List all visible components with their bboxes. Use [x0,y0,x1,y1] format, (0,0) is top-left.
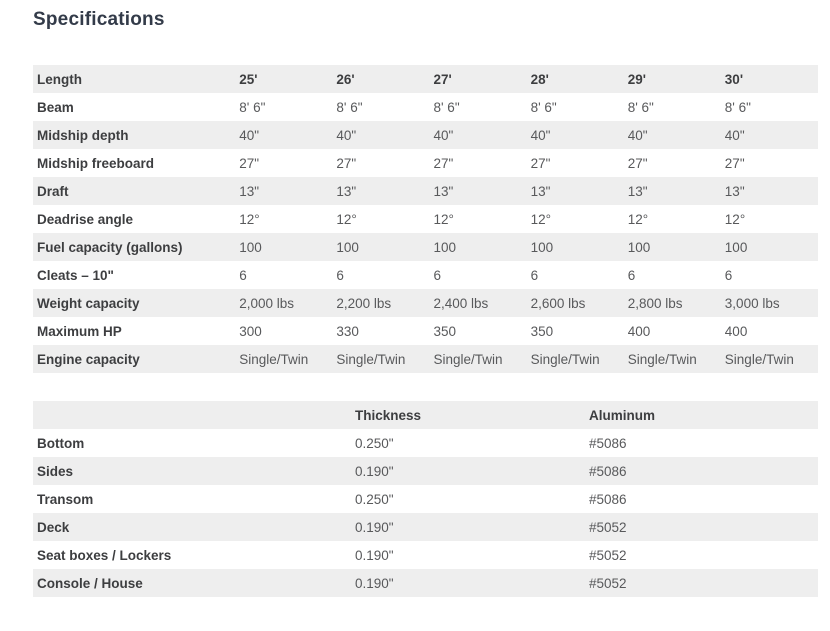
construction-row-sides [33,457,818,485]
spec-value: 350 [433,323,456,339]
spec-row-label: Engine capacity [37,351,140,367]
spec-value: 13" [336,183,357,199]
spec-row-label: Length [37,71,82,87]
spec-value: 12° [336,211,357,227]
spec-value: 27" [239,155,260,171]
spec-value: 3,000 lbs [724,295,780,311]
spec-value: 8' 6" [433,99,460,115]
spec-value: 40" [336,127,357,143]
spec-value: 27" [530,155,551,171]
spec-row-beam [33,93,818,121]
spec-value: 13" [724,183,745,199]
thickness-value: 0.190" [355,519,394,535]
spec-value: 6 [336,267,344,283]
spec-row-label: Draft [37,183,69,199]
thickness-value: 0.250" [355,491,394,507]
spec-value: 12° [627,211,649,227]
construction-row-transom [33,485,818,513]
spec-value: 12° [530,211,551,227]
construction-row-label: Transom [37,491,94,507]
spec-value: 40" [530,127,551,143]
spec-row-weight-capacity [33,289,818,317]
aluminum-value: #5086 [589,463,627,479]
spec-value: 40" [433,127,454,143]
spec-value: 8' 6" [627,99,654,115]
spec-row-midship-depth [33,121,818,149]
spec-value: 27" [724,155,745,171]
spec-value: 100 [530,239,554,255]
construction-row-label: Sides [37,463,74,479]
spec-row-cleats [33,261,818,289]
table-gap [33,373,818,401]
spec-value: 6 [239,267,247,283]
spec-row-fuel-capacity [33,233,818,261]
spec-col-header: 29' [627,71,646,87]
construction-row-bottom [33,429,818,457]
construction-row-label: Seat boxes / Lockers [37,547,172,563]
aluminum-value: #5052 [589,519,627,535]
spec-row-midship-freeboard [33,149,818,177]
spec-value: 6 [724,267,733,283]
construction-row-console [33,569,818,597]
spec-value: 27" [627,155,648,171]
spec-col-header: 27' [433,71,452,87]
spec-value: 8' 6" [724,99,751,115]
spec-value: 2,000 lbs [239,295,295,311]
spec-row-label: Weight capacity [37,295,140,311]
aluminum-value: #5086 [589,435,627,451]
spec-value: 400 [627,323,651,339]
aluminum-value: #5052 [589,575,627,591]
spec-value: 400 [724,323,748,339]
spec-value: 13" [239,183,260,199]
spec-row-label: Midship freeboard [37,155,155,171]
spec-value: 13" [433,183,454,199]
spec-value: 6 [433,267,441,283]
spec-value: 2,400 lbs [433,295,489,311]
spec-row-label: Midship depth [37,127,129,143]
spec-value: 8' 6" [530,99,557,115]
thickness-value: 0.190" [355,575,394,591]
thickness-value: 0.250" [355,435,394,451]
spec-value: Single/Twin [530,351,600,367]
spec-value: 100 [627,239,651,255]
spec-value: 350 [530,323,554,339]
spec-value: 6 [530,267,539,283]
thickness-column-header: Thickness [355,407,422,423]
spec-row-draft [33,177,818,205]
spec-value: Single/Twin [336,351,406,367]
spec-row-maximum-hp [33,317,818,345]
spec-col-header: 26' [336,71,355,87]
spec-col-header: 30' [724,71,744,87]
spec-value: 13" [530,183,551,199]
spec-value: 300 [239,323,262,339]
spec-value: 100 [239,239,262,255]
spec-value: 40" [724,127,745,143]
spec-value: 6 [627,267,636,283]
aluminum-value: #5052 [589,547,627,563]
spec-value: 13" [627,183,648,199]
spec-value: 100 [336,239,359,255]
spec-value: 27" [433,155,454,171]
construction-row-label: Deck [37,519,70,535]
spec-value: 100 [433,239,456,255]
spec-value: 330 [336,323,359,339]
spec-value: 40" [239,127,260,143]
thickness-value: 0.190" [355,463,394,479]
spec-row-label: Fuel capacity (gallons) [37,239,183,255]
spec-value: 27" [336,155,357,171]
construction-row-seat-boxes [33,541,818,569]
specifications-table [33,65,818,373]
construction-table [33,401,818,597]
spec-value: 8' 6" [239,99,266,115]
spec-value: Single/Twin [433,351,503,367]
spec-value: Single/Twin [724,351,794,367]
spec-value: Single/Twin [627,351,697,367]
spec-row-label: Cleats – 10" [37,267,114,283]
construction-row-label: Console / House [37,575,143,591]
spec-value: 40" [627,127,648,143]
spec-row-label: Deadrise angle [37,211,134,227]
construction-row-label: Bottom [37,435,85,451]
spec-value: 2,800 lbs [627,295,683,311]
spec-value: Single/Twin [239,351,309,367]
aluminum-column-header: Aluminum [589,407,655,423]
spec-value: 12° [239,211,260,227]
spec-header-row [33,65,818,93]
spec-row-label: Beam [37,99,74,115]
spec-value: 12° [724,211,746,227]
aluminum-value: #5086 [589,491,627,507]
construction-row-label [33,401,351,429]
spec-value: 2,600 lbs [530,295,586,311]
spec-col-header: 28' [530,71,549,87]
spec-value: 8' 6" [336,99,363,115]
spec-row-deadrise-angle [33,205,818,233]
spec-col-header: 25' [239,71,258,87]
construction-row-deck [33,513,818,541]
spec-row-engine-capacity [33,345,818,373]
spec-value: 2,200 lbs [336,295,392,311]
spec-row-label: Maximum HP [37,323,122,339]
spec-value: 100 [724,239,748,255]
construction-header-row [33,401,818,429]
spec-value: 12° [433,211,454,227]
thickness-value: 0.190" [355,547,394,563]
page-title: Specifications [33,9,165,30]
